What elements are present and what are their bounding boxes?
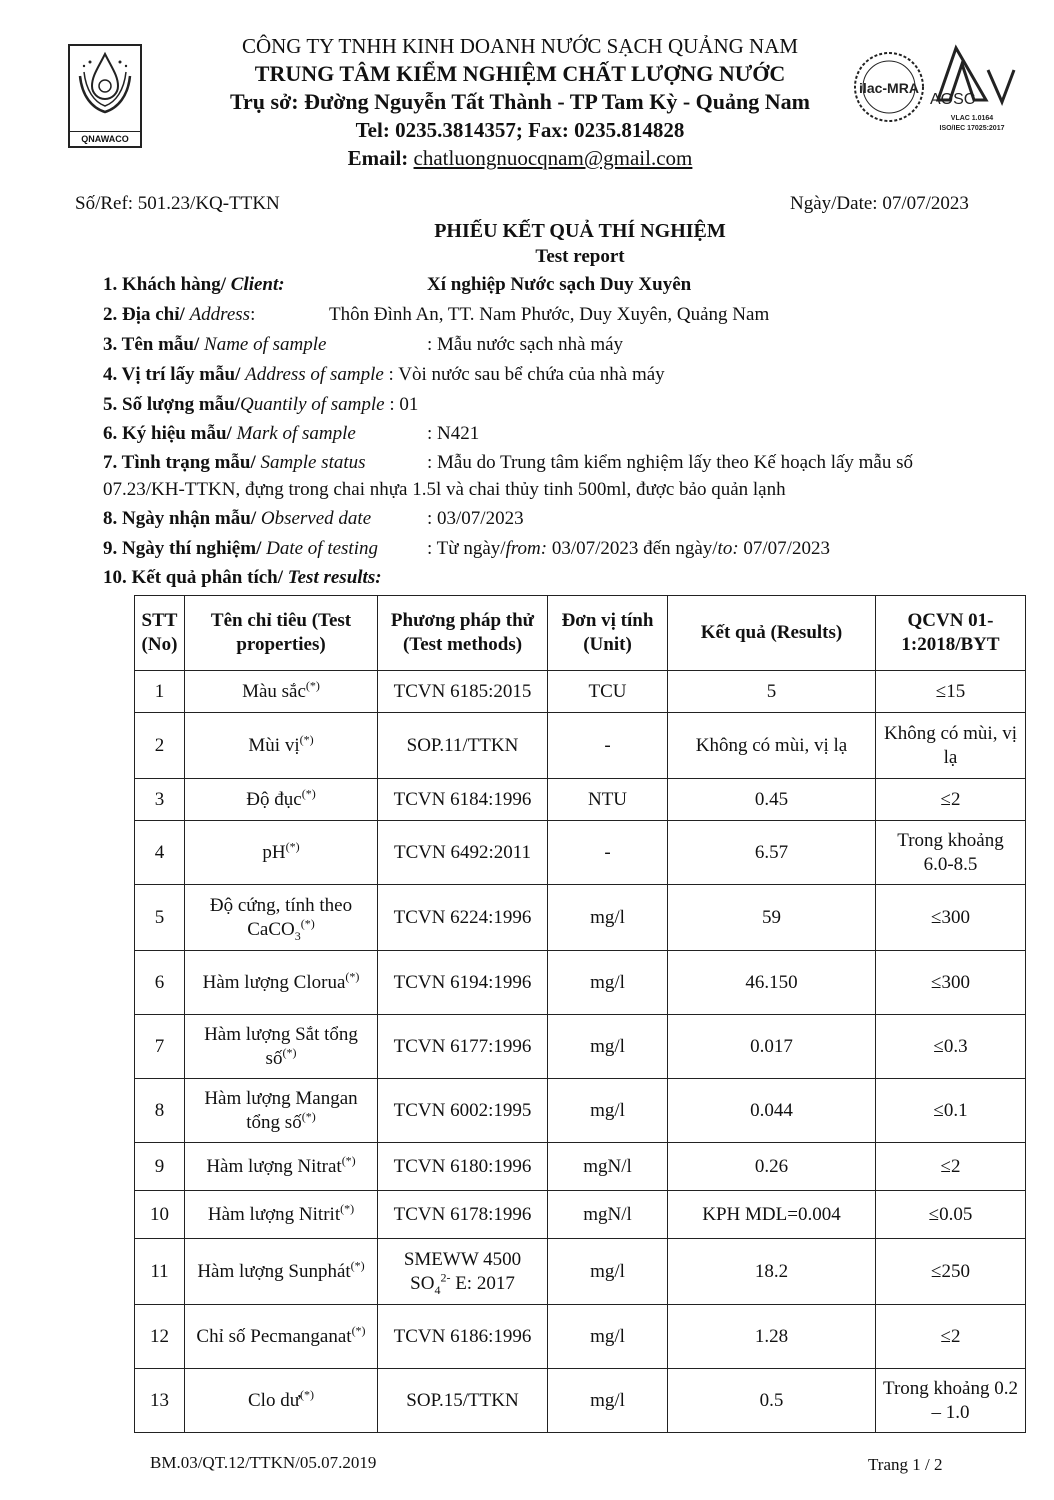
sample-location-line: 4. Vị trí lấy mẫu/ Address of sample : Vòi nước sau bể chứa của nhà máy	[103, 364, 665, 385]
results-table	[134, 595, 1026, 1433]
address-value: Thôn Đình An, TT. Nam Phước, Duy Xuyên, Quảng Nam	[329, 304, 770, 325]
company-logo	[68, 44, 142, 148]
sample-name-value: : Mẫu nước sạch nhà máy	[427, 334, 624, 355]
client-line: 1. Khách hàng/ Client:	[103, 274, 285, 295]
status-value-2: 07.23/KH-TTKN, đựng trong chai nhựa 1.5l và chai thủy tinh 500ml, được bảo quản lạnh	[103, 479, 786, 500]
aosc-mark-icon	[926, 40, 1018, 140]
center-name: TRUNG TÂM KIỂM NGHIỆM CHẤT LƯỢNG NƯỚC	[254, 61, 786, 86]
aosc-vlac: VLAC 1.0164	[950, 115, 994, 122]
report-subtitle: Test report	[535, 246, 625, 267]
observed-line: 8. Ngày nhận mẫu/ Observed date	[103, 508, 372, 529]
center-phone: Tel: 0235.3814357; Fax: 0235.814828	[355, 118, 685, 142]
col-header-name: Tên chỉ tiêu (Test properties)	[185, 596, 378, 671]
report-title: PHIẾU KẾT QUẢ THÍ NGHIỆM	[434, 220, 726, 242]
col-header-stt: STT (No)	[135, 596, 185, 671]
ref-number: Số/Ref: 501.23/KQ-TTKN	[75, 193, 280, 214]
table-row: 9 Hàm lượng Nitrat(*) TCVN 6180:1996 mgN/l 0.26 ≤2	[135, 1143, 1026, 1191]
observed-value: : 03/07/2023	[427, 508, 524, 529]
form-code: BM.03/QT.12/TTKN/05.07.2019	[150, 1453, 377, 1472]
table-row: 6 Hàm lượng Clorua(*) TCVN 6194:1996 mg/l 46.150 ≤300	[135, 951, 1026, 1015]
table-row: 2 Mùi vị(*) SOP.11/TTKN - Không có mùi, vị lạ Không có mùi, vị lạ	[135, 713, 1026, 779]
aosc-iso: ISO/IEC 17025:2017	[939, 125, 1005, 132]
table-row: 10 Hàm lượng Nitrit(*) TCVN 6178:1996 mgN/l KPH MDL=0.004 ≤0.05	[135, 1191, 1026, 1239]
water-drop-hands-icon	[70, 46, 140, 126]
quantity-line: 5. Số lượng mẫu/Quantily of sample : 01	[103, 394, 419, 415]
table-header-row	[135, 596, 1026, 671]
company-name: CÔNG TY TNHH KINH DOANH NƯỚC SẠCH QUẢNG NAM	[241, 34, 799, 58]
col-header-unit: Đơn vị tính (Unit)	[548, 596, 668, 671]
col-header-qcvn: QCVN 01-1:2018/BYT	[876, 596, 1026, 671]
mark-value: : N421	[427, 423, 480, 444]
logo-caption: QNAWACO	[70, 131, 140, 144]
ilac-text: ilac-MRA	[859, 80, 919, 96]
aosc-text: AOSC	[930, 91, 976, 108]
aosc-seal	[926, 40, 1018, 140]
email-label: Email:	[347, 146, 414, 170]
center-address: Trụ sở: Đường Nguyễn Tất Thành - TP Tam Kỳ - Quảng Nam	[230, 89, 810, 114]
table-row: 8 Hàm lượng Mangan tổng số(*) TCVN 6002:1995 mg/l 0.044 ≤0.1	[135, 1079, 1026, 1143]
table-row: 11 Hàm lượng Sunphát(*) SMEWW 4500 $SO_4^{2-}$ E: 2017 mg/l 18.2 ≤250	[135, 1239, 1026, 1305]
status-value-1: : Mẫu do Trung tâm kiểm nghiệm lấy theo Kế hoạch lấy mẫu số	[427, 452, 914, 473]
col-header-method: Phương pháp thử (Test methods)	[378, 596, 548, 671]
client-value: Xí nghiệp Nước sạch Duy Xuyên	[427, 274, 692, 295]
table-row: 7 Hàm lượng Sắt tổng số(*) TCVN 6177:1996 mg/l 0.017 ≤0.3	[135, 1015, 1026, 1079]
table-row: 4 pH(*) TCVN 6492:2011 - 6.57 Trong khoảng 6.0-8.5	[135, 821, 1026, 885]
status-line: 7. Tình trạng mẫu/ Sample status	[103, 452, 366, 473]
report-date: Ngày/Date: 07/07/2023	[790, 193, 969, 214]
results-line: 10. Kết quả phân tích/ Test results:	[103, 567, 382, 588]
page-number: Trang 1 / 2	[868, 1455, 943, 1474]
testing-value: : Từ ngày/from: 03/07/2023 đến ngày/to: 07/07/2023	[427, 538, 830, 559]
ilac-mra-seal	[850, 46, 928, 128]
col-header-result: Kết quả (Results)	[668, 596, 876, 671]
address-line: 2. Địa chỉ/ Address:	[103, 304, 256, 325]
table-row: 1 Màu sắc(*) TCVN 6185:2015 TCU 5 ≤15	[135, 671, 1026, 713]
table-row: 3 Độ đục(*) TCVN 6184:1996 NTU 0.45 ≤2	[135, 779, 1026, 821]
mark-line: 6. Ký hiệu mẫu/ Mark of sample	[103, 423, 356, 444]
email-link[interactable]: chatluongnuocqnam@gmail.com	[413, 146, 693, 170]
table-row: 13 Clo dư(*) SOP.15/TTKN mg/l 0.5 Trong khoảng 0.2 – 1.0	[135, 1369, 1026, 1433]
testing-line: 9. Ngày thí nghiệm/ Date of testing	[103, 538, 378, 559]
sample-name-line: 3. Tên mẫu/ Name of sample	[103, 334, 327, 355]
center-email-line	[150, 146, 890, 171]
ilac-laurel-icon	[850, 46, 928, 128]
table-row: 5 Độ cứng, tính theo CaCO$_3$(*) TCVN 6224:1996 mg/l 59 ≤300	[135, 885, 1026, 951]
table-row: 12 Chỉ số Pecmanganat(*) TCVN 6186:1996 mg/l 1.28 ≤2	[135, 1305, 1026, 1369]
